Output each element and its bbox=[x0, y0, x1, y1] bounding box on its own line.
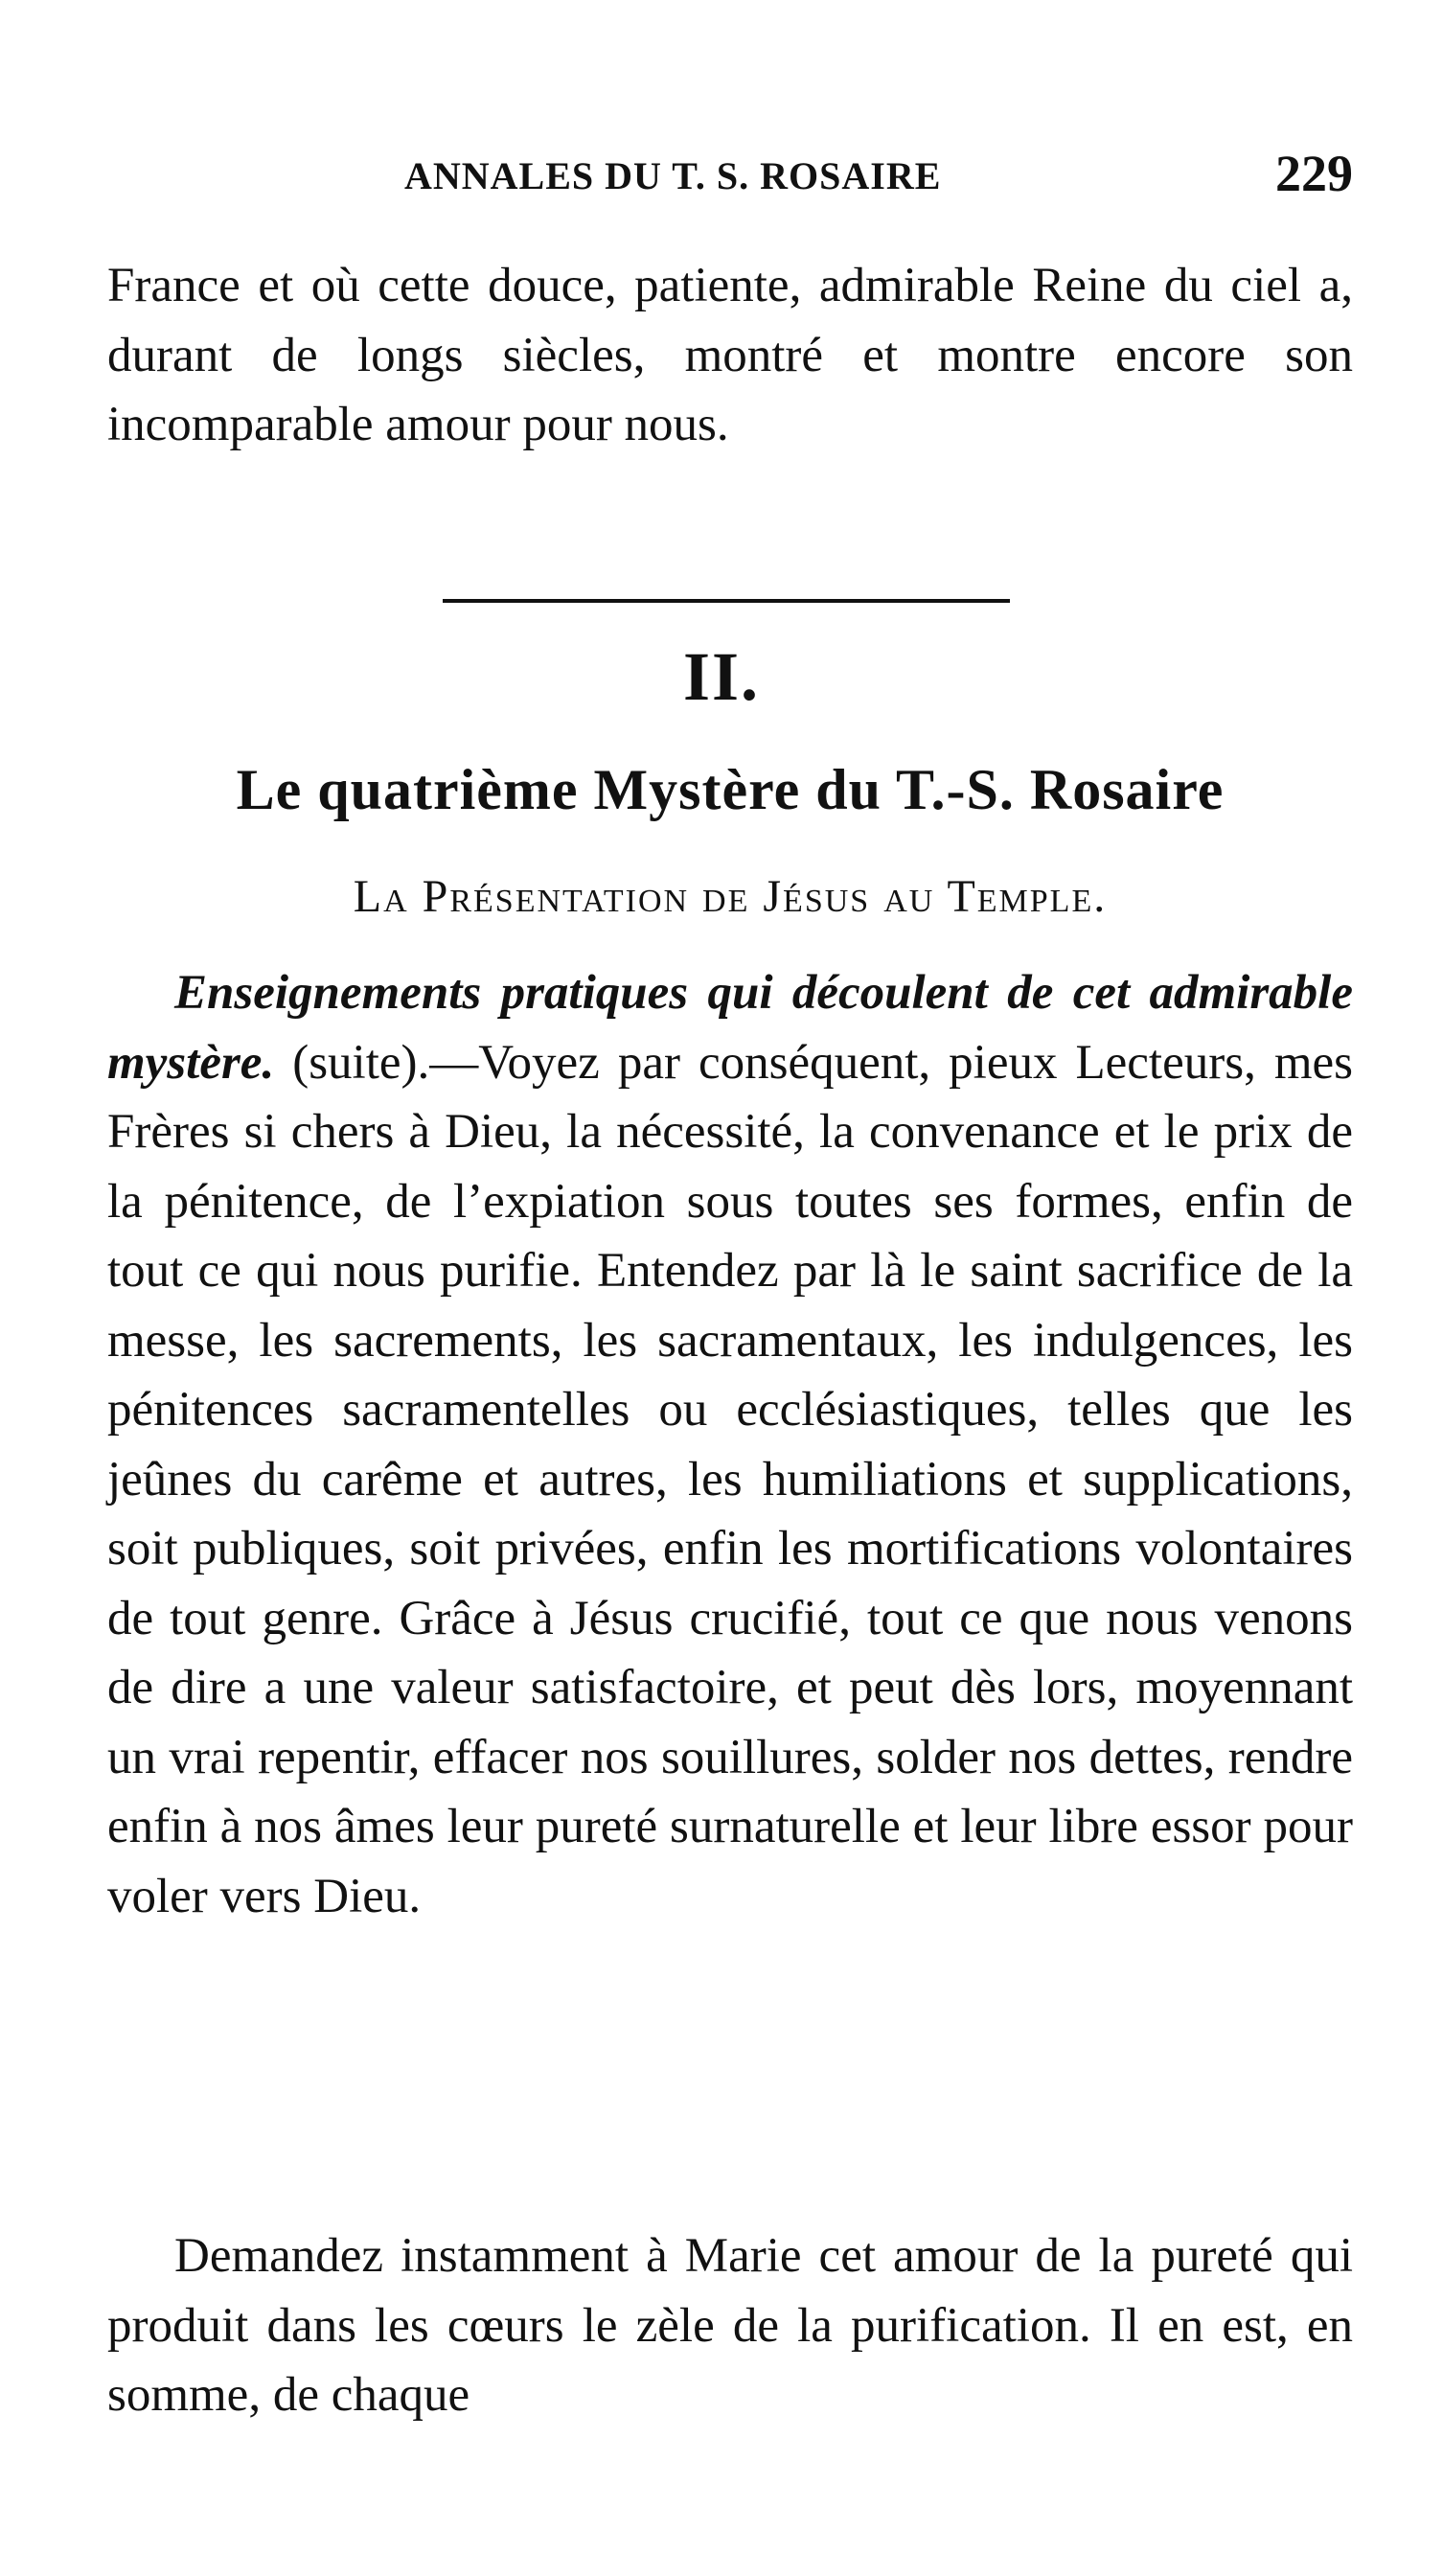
body-paragraph-2 bbox=[107, 2221, 1353, 2430]
body-paragraph-1 bbox=[107, 958, 1353, 1931]
body-paragraph-1-text bbox=[107, 958, 1353, 1931]
running-head bbox=[107, 144, 1353, 211]
section-number: II. bbox=[682, 638, 761, 715]
chapter-title: Le quatrième Mystère du T.-S. Rosaire bbox=[236, 758, 1225, 821]
paragraph-lead: Enseignements pratiques qui découlent de cet admirable mystère. bbox=[107, 966, 1353, 1090]
body-paragraph-2-text: Demandez instamment à Marie cet amour de la pureté qui produit dans les cœurs le zèle de la purification. Il en est, en somme, de chaque bbox=[107, 2229, 1353, 2422]
intro-paragraph bbox=[107, 251, 1353, 460]
intro-paragraph-text: France et où cette douce, patiente, admirable Reine du ciel a, durant de longs siècles, montré et montre encore son incomparable amour pour nous. bbox=[107, 259, 1353, 451]
running-title: ANNALES DU T. S. ROSAIRE bbox=[404, 154, 942, 197]
chapter-subtitle: La Présentation de Jésus au Temple. bbox=[353, 871, 1108, 922]
section-divider bbox=[443, 599, 1010, 603]
paragraph-1-continuation: (suite).—Voyez par conséquent, pieux Lecteurs, mes Frères si chers à Dieu, la nécessité, la convenance et le prix de la pénitence, de l’expiation sous toutes ses formes, enfin de tout ce qui nous purifie. Entendez par là le saint sacrifice de la messe, les sacrements, les sacramentaux, les indulgences, les pénitences sacramentelles ou ecclésiastiques, telles que les jeûnes du carême et autres, les humiliations et supplications, soit publiques, soit privées, enfin les mortifications volontaires de tout genre. Grâce à Jésus crucifié, tout ce que nous venons de dire a une valeur satisfactoire, et peut dès lors, moyennant un vrai repentir, effacer nos souillures, solder nos dettes, rendre enfin à nos âmes leur pureté surnaturelle et leur libre essor pour voler vers Dieu. bbox=[107, 1035, 1353, 1923]
page-number: 229 bbox=[1275, 145, 1353, 202]
